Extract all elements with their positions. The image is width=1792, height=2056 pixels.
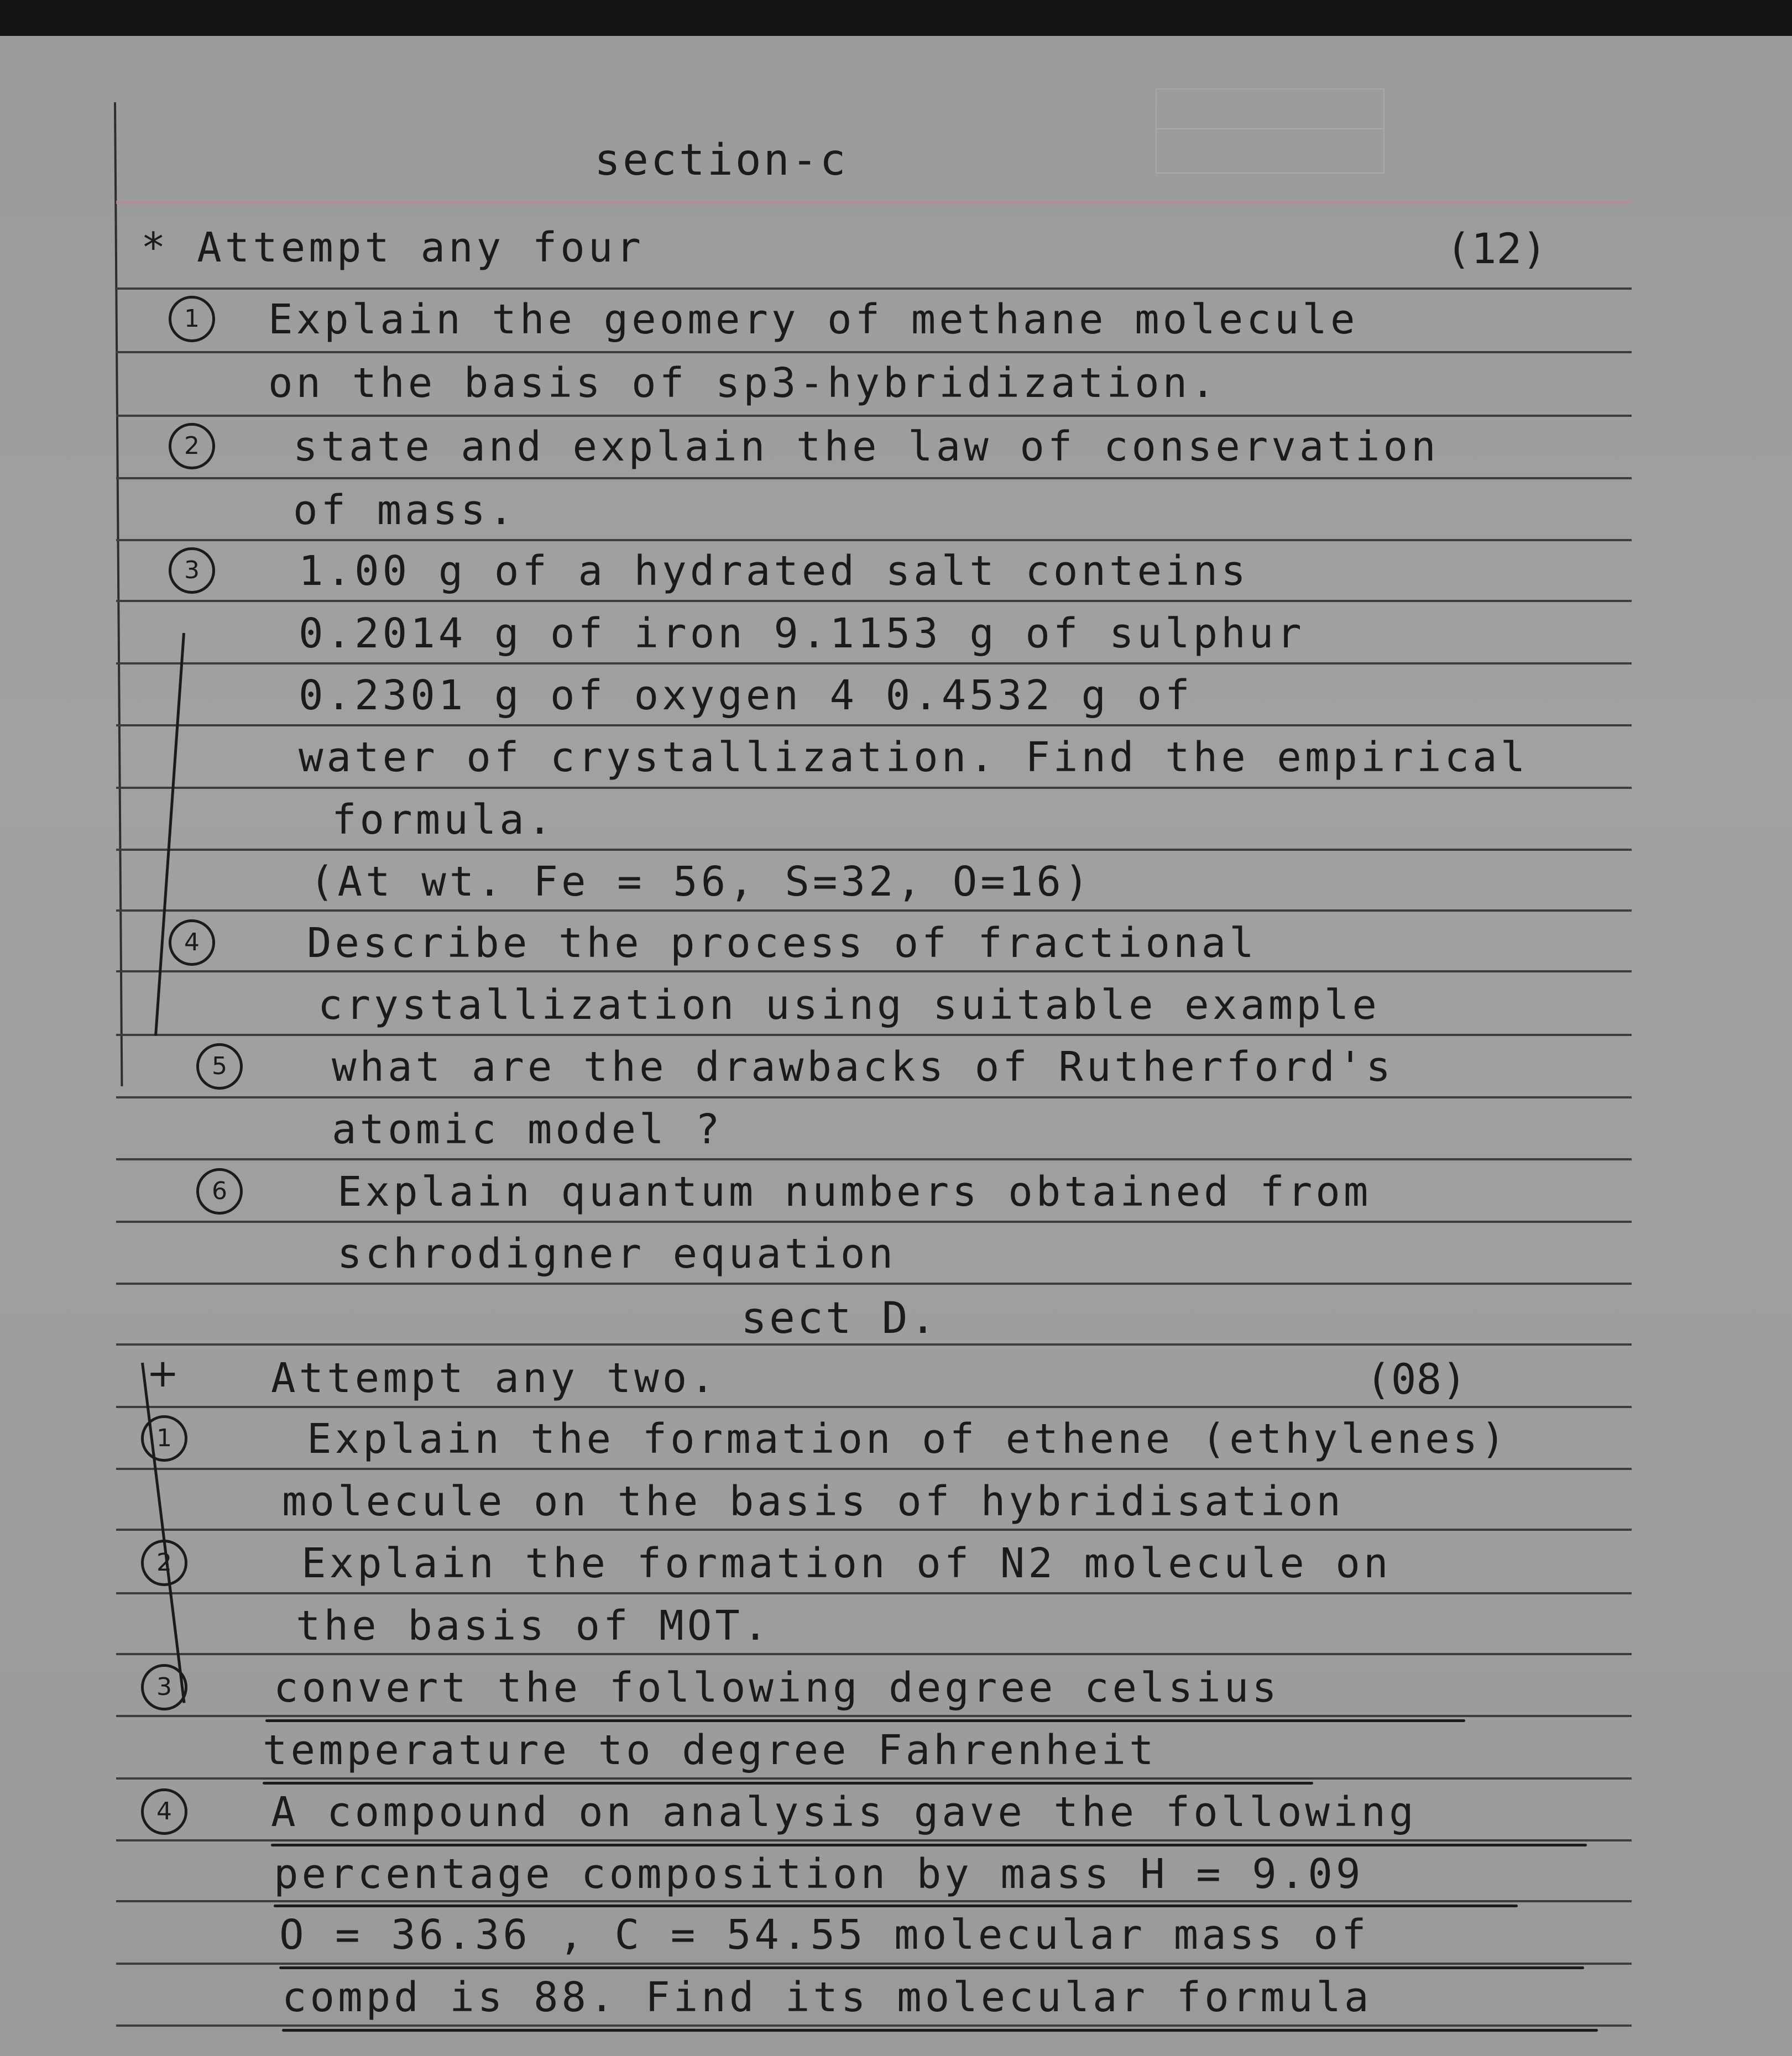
question-text-line: 0.2014 g of iron 9.1153 g of sulphur xyxy=(299,610,1305,657)
question-text-line: 0.2301 g of oxygen 4 0.4532 g of xyxy=(299,672,1193,719)
notebook-page xyxy=(0,36,1792,2056)
ruled-line xyxy=(116,1406,1632,1408)
question-text-line: on the basis of sp3-hybridization. xyxy=(268,359,1219,407)
ruled-line xyxy=(116,1653,1632,1655)
ruled-line xyxy=(116,1468,1632,1470)
question-text-line: convert the following degree celsius xyxy=(274,1664,1280,1712)
ruled-line xyxy=(116,1777,1632,1780)
question-number: 6 xyxy=(196,1168,243,1215)
underline-stroke xyxy=(279,1966,1584,1969)
question-number: 1 xyxy=(169,296,215,342)
ruled-line xyxy=(116,477,1632,479)
question-text-line: Explain the formation of N2 molecule on xyxy=(301,1540,1392,1587)
ruled-line xyxy=(116,1592,1632,1594)
question-text-line: of mass. xyxy=(293,486,517,534)
underline-stroke xyxy=(282,2029,1598,2032)
page-date-box xyxy=(1156,88,1385,174)
ruled-line xyxy=(116,1343,1632,1346)
question-text-line: crystallization using suitable example xyxy=(318,981,1380,1029)
ruled-line xyxy=(116,600,1632,602)
section-c-instruction: * Attempt any four xyxy=(141,224,644,271)
question-text-line: compd is 88. Find its molecular formula xyxy=(282,1974,1372,2021)
section-c-marks: (12) xyxy=(1446,224,1548,273)
top-bar xyxy=(0,0,1792,36)
question-text-line: formula. xyxy=(332,796,556,844)
question-text-line: the basis of MOT. xyxy=(296,1602,771,1650)
ruled-line xyxy=(116,539,1632,541)
ruled-line xyxy=(116,1839,1632,1841)
ruled-line xyxy=(116,909,1632,912)
bullet-mark: + xyxy=(147,1351,179,1396)
ruled-line xyxy=(116,1034,1632,1036)
ruled-line xyxy=(116,287,1632,290)
question-text-line: state and explain the law of conservation xyxy=(293,423,1439,470)
ruled-line xyxy=(116,662,1632,665)
underline-stroke xyxy=(274,1905,1518,1907)
question-text-line: atomic model ? xyxy=(332,1106,723,1153)
section-d-instruction: Attempt any two. xyxy=(271,1354,718,1402)
margin-line xyxy=(114,102,123,1086)
ruled-line xyxy=(116,1221,1632,1223)
question-number: 2 xyxy=(169,423,215,469)
question-text-line: molecule on the basis of hybridisation xyxy=(282,1478,1344,1525)
question-text-line: percentage composition by mass H = 9.09 xyxy=(274,1850,1364,1898)
ruled-line xyxy=(116,849,1632,851)
bracket-mark xyxy=(154,633,185,1036)
ruled-line xyxy=(116,1096,1632,1098)
section-c-title: section-c xyxy=(594,135,848,185)
underline-stroke xyxy=(263,1782,1313,1785)
header-rule xyxy=(116,201,1632,204)
question-text-line: Explain the geomery of methane molecule xyxy=(268,296,1359,343)
ruled-line xyxy=(116,1529,1632,1531)
section-d-marks: (08) xyxy=(1366,1354,1467,1404)
question-text-line: Explain quantum numbers obtained from xyxy=(337,1168,1372,1216)
section-d-title: sect D. xyxy=(741,1294,938,1343)
ruled-line xyxy=(116,970,1632,972)
question-text-line: water of crystallization. Find the empirical xyxy=(299,734,1529,781)
question-text-line: O = 36.36 , C = 54.55 molecular mass of xyxy=(279,1911,1370,1959)
underline-stroke xyxy=(265,1719,1465,1722)
question-number: 1 xyxy=(141,1415,187,1462)
question-text-line: 1.00 g of a hydrated salt conteins xyxy=(299,547,1249,595)
ruled-line xyxy=(116,1158,1632,1160)
ruled-line xyxy=(116,1283,1632,1285)
question-text-line: temperature to degree Fahrenheit xyxy=(263,1727,1157,1774)
ruled-line xyxy=(116,1963,1632,1965)
question-text-line: (At wt. Fe = 56, S=32, O=16) xyxy=(310,858,1093,906)
ruled-line xyxy=(116,787,1632,789)
ruled-line xyxy=(116,1715,1632,1717)
ruled-line xyxy=(116,415,1632,417)
question-text-line: A compound on analysis gave the following xyxy=(271,1788,1417,1836)
bracket-mark xyxy=(141,1363,186,1703)
ruled-line xyxy=(116,351,1632,353)
question-text-line: schrodigner equation xyxy=(337,1230,897,1278)
ruled-line xyxy=(116,1900,1632,1902)
ruled-line xyxy=(116,724,1632,726)
question-text-line: Describe the process of fractional xyxy=(307,919,1257,967)
question-number: 2 xyxy=(141,1540,187,1586)
question-number: 3 xyxy=(169,547,215,594)
question-number: 4 xyxy=(141,1788,187,1835)
ruled-line xyxy=(116,2024,1632,2027)
question-text-line: Explain the formation of ethene (ethylenes) xyxy=(307,1415,1509,1463)
question-number: 4 xyxy=(169,919,215,966)
question-number: 5 xyxy=(196,1043,243,1090)
underline-stroke xyxy=(271,1844,1587,1846)
question-text-line: what are the drawbacks of Rutherford's xyxy=(332,1043,1394,1091)
question-number: 3 xyxy=(141,1664,187,1710)
